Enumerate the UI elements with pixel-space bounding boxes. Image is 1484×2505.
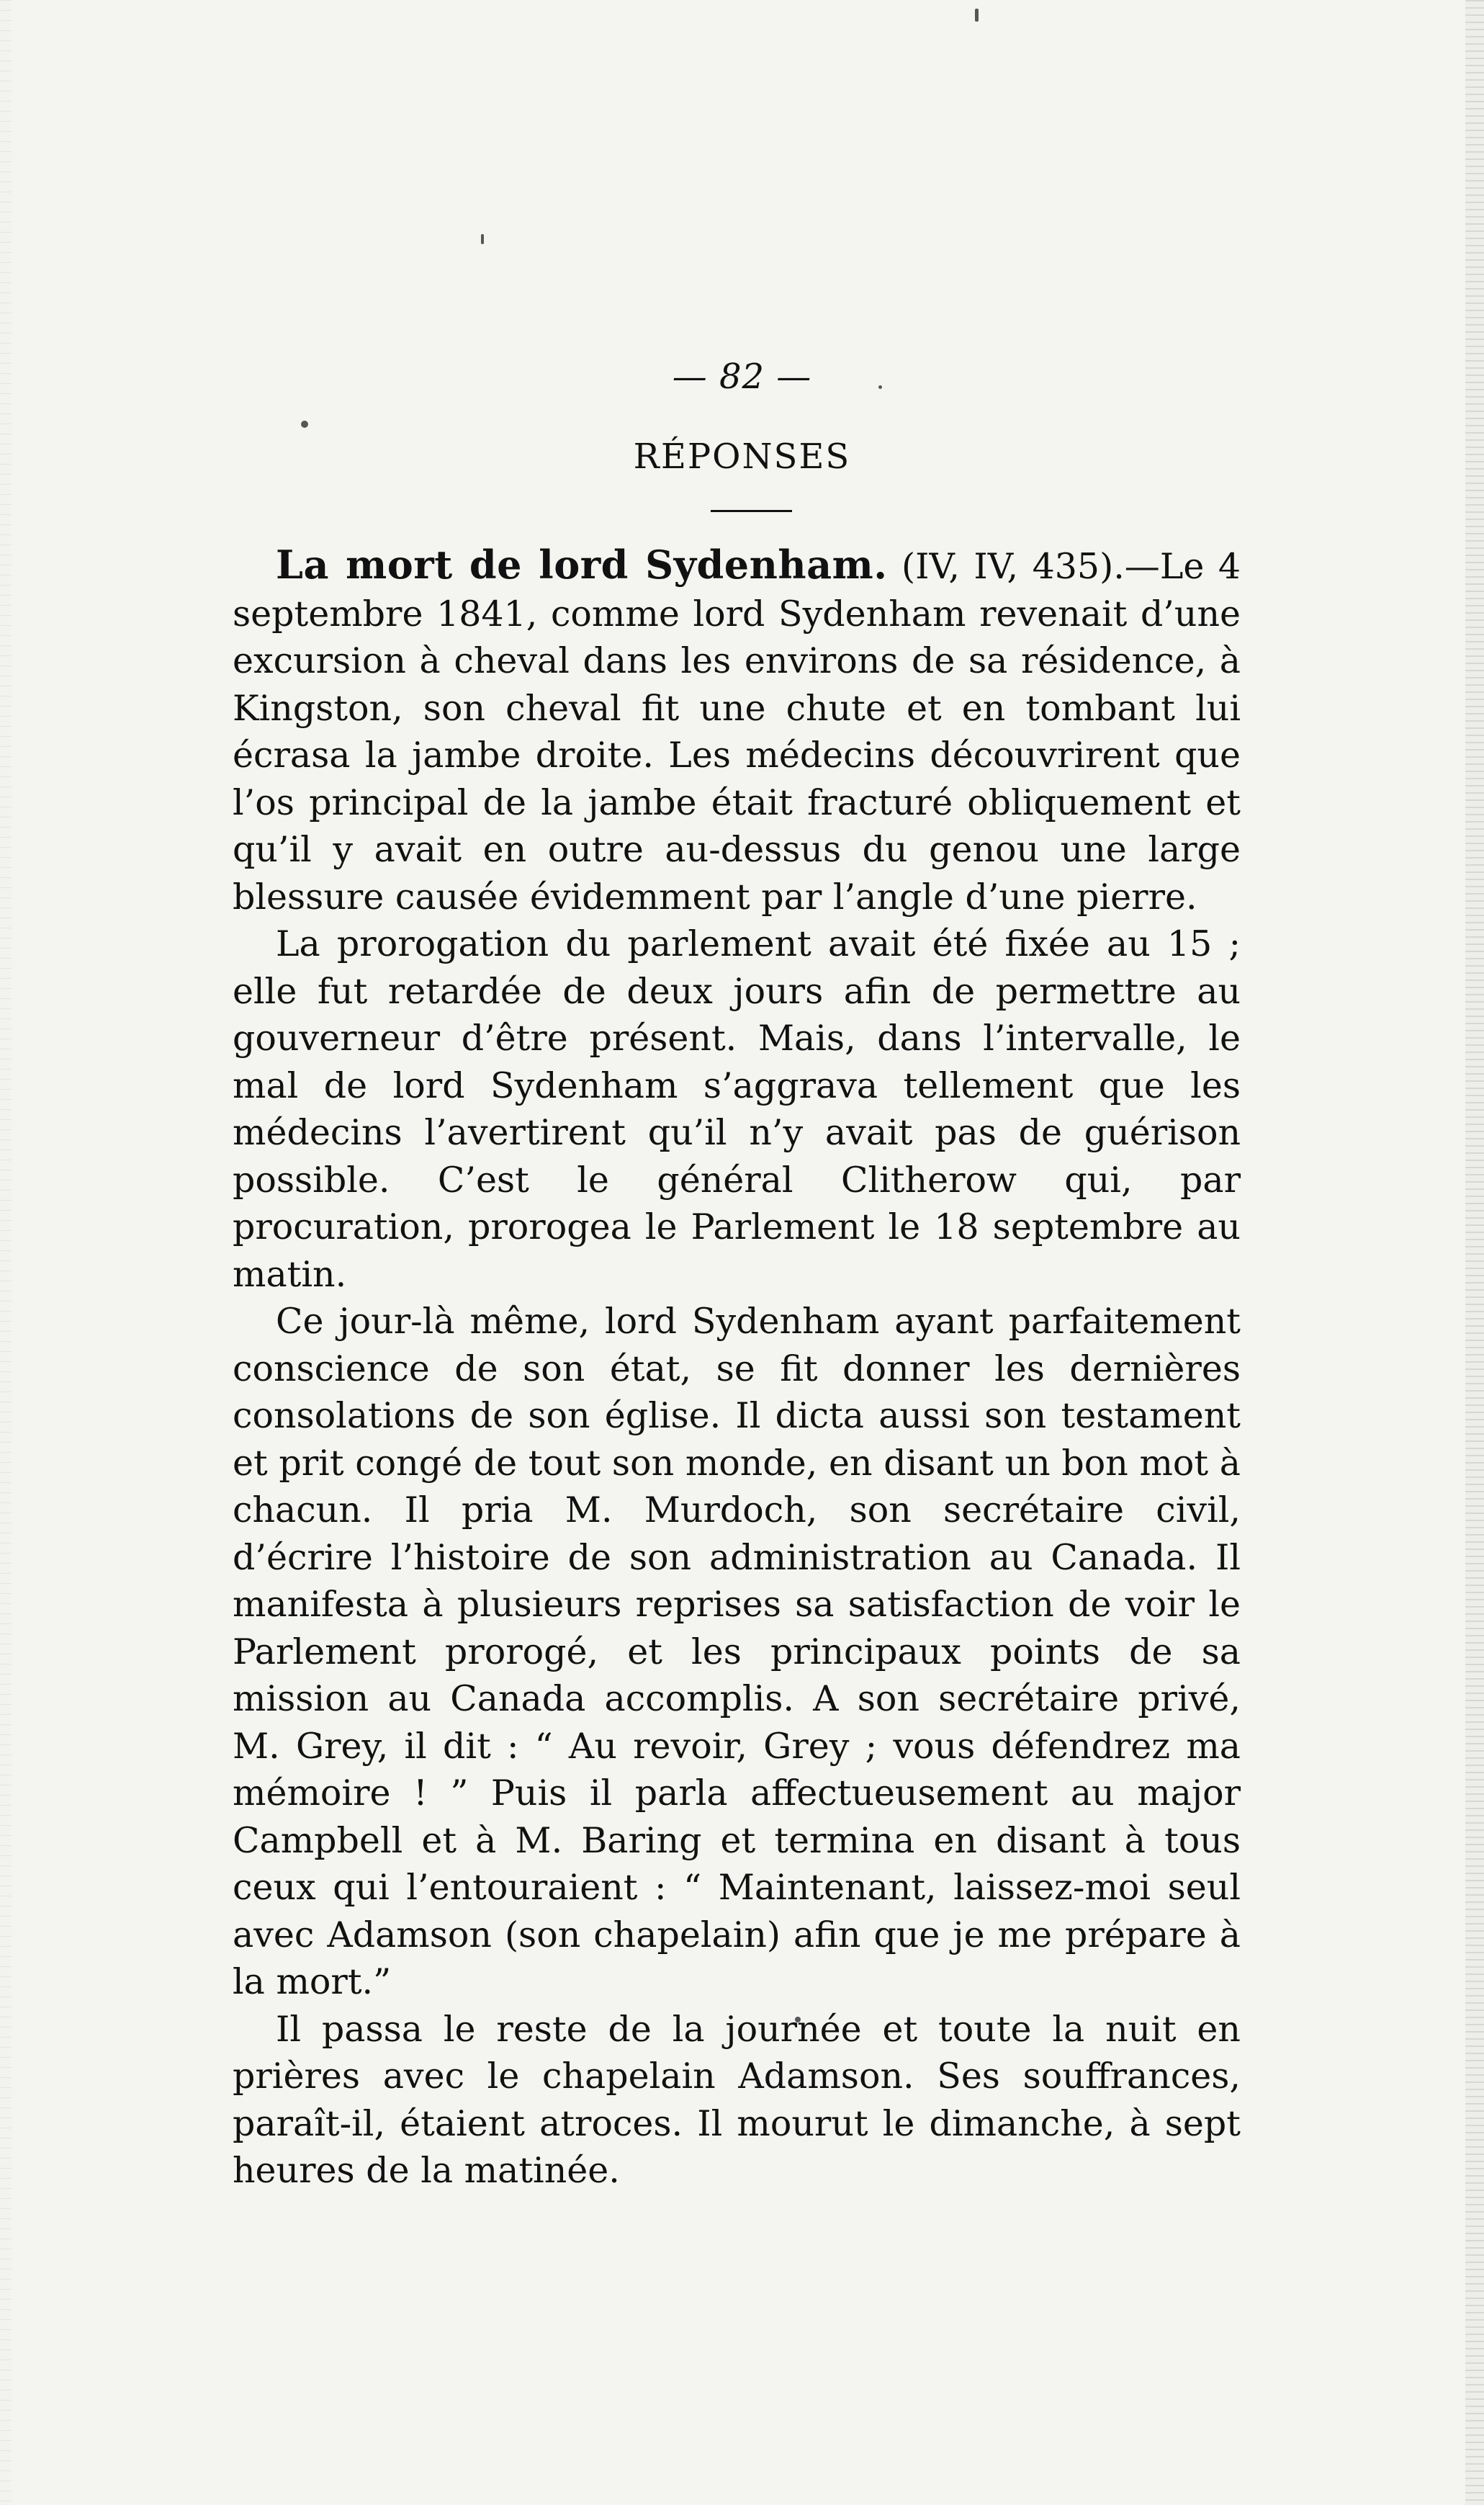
paragraph-text: Le 4 septembre 1841, comme lord Sydenham revenait d’une excursion à cheval dans les environs de sa résidence, à Kingston, son cheval fit une chute et en tombant lui écrasa la jambe droite. Les médecins découvrirent que l’os principal de la jambe était fracturé obliquement et qu’il y avait en outre au-dessus du genou une large blessure causée évidemment par l’angle d’une pierre.	[233, 546, 1241, 918]
page-number: — 82 —	[672, 357, 812, 397]
scan-speck	[481, 234, 484, 244]
scan-speck	[301, 421, 308, 428]
article-reference: (IV, IV, 435).—	[887, 546, 1160, 587]
article-body	[233, 542, 1241, 2195]
paragraph-1	[233, 542, 1241, 920]
paragraph-4: Il passa le reste de la journée et toute la nuit en prières avec le chapelain Adamson. Ses souffrances, paraît-il, étaient atroces. Il mourut le dimanche, à sept heures de la matinée.	[233, 2008, 1241, 2191]
paragraph-2: La prorogation du parlement avait été fixée au 15 ; elle fut retardée de deux jours afin de permettre au gouverneur d’être présent. Mais, dans l’intervalle, le mal de lord Sydenham s’aggrava tellement que les médecins l’avertirent qu’il n’y avait pas de guérison possible. C’est le général Clitherow qui, par procuration, prorogea le Parlement le 18 septembre au matin.	[233, 923, 1241, 1295]
scan-speck	[975, 9, 979, 22]
paragraph-3: Ce jour-là même, lord Sydenham ayant parfaitement conscience de son état, se fit donner les dernières consolations de son église. Il dicta aussi son testament et prit congé de tout son monde, en disant un bon mot à chacun. Il pria M. Murdoch, son secrétaire civil, d’écrire l’histoire de son administration au Canada. Il manifesta à plusieurs reprises sa satisfaction de voir le Parlement prorogé, et les principaux points de sa mission au Canada accomplis. A son secrétaire privé, M. Grey, il dit : “ Au revoir, Grey ; vous défendrez ma mémoire ! ” Puis il parla affectueusement au major Campbell et à M. Baring et termina en disant à tous ceux qui l’entouraient : “ Maintenant, laissez-moi seul avec Adamson (son chapelain) afin que je me prépare à la mort.”	[233, 1301, 1241, 2002]
article-headline: La mort de lord Sydenham.	[276, 542, 888, 588]
title-rule	[711, 510, 792, 512]
section-title: RÉPONSES	[633, 436, 851, 477]
